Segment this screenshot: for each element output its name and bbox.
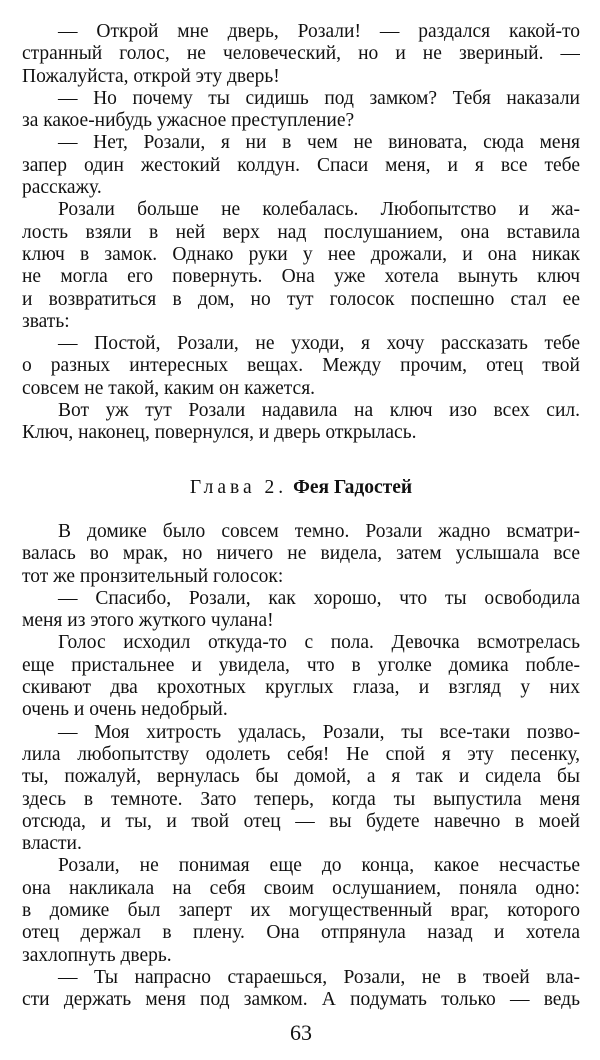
text-line: ты, пожалуй, вернулась бы домой, а я так и сидела бы	[22, 766, 580, 788]
text-line: — Нет, Розали, я ни в чем не виновата, сюда меня	[58, 132, 580, 154]
text-line: — Спасибо, Розали, как хорошо, что ты освободила	[58, 587, 580, 609]
text-line: отец держал в плену. Она отпрянула назад и хотела	[22, 922, 580, 944]
text-line: захлопнуть дверь.	[22, 944, 172, 966]
text-line: власти.	[22, 833, 82, 855]
text-line: — Моя хитрость удалась, Розали, ты все-таки позво-	[58, 721, 580, 743]
text-line: Голос исходил откуда-то с пола. Девочка всмотрелась	[58, 632, 580, 654]
text-line: звать:	[22, 310, 70, 332]
text-line: сти держать меня под замком. А подумать только — ведь	[22, 989, 580, 1011]
text-line: странный голос, не человеческий, но и не звериный. —	[22, 43, 580, 65]
page-number: 63	[290, 1020, 312, 1045]
text-line: запер один жестокий колдун. Спаси меня, и я все тебе	[22, 154, 580, 176]
chapter-title: Фея Гадостей	[293, 477, 413, 498]
text-line: отсюда, и ты, и твой отец — вы будете навечно в моей	[22, 810, 580, 832]
text-line: тот же пронзительный голосок:	[22, 565, 284, 587]
text-line: Вот уж тут Розали надавила на ключ изо всех сил.	[58, 400, 580, 422]
text-line: расскажу.	[22, 177, 102, 199]
text-line: Розали, не понимая еще до конца, какое несчастье	[58, 855, 580, 877]
text-line: совсем не такой, каким он кажется.	[22, 377, 316, 399]
text-line: и возвратиться в дом, но тут голосок поспешно стал ее	[22, 288, 580, 310]
text-section-2	[22, 521, 580, 1012]
text-line: лость взяли в ней верх над послушанием, она вставила	[22, 221, 580, 243]
text-line: Ключ, наконец, повернулся, и дверь открылась.	[22, 422, 417, 444]
text-line: в домике был заперт их могущественный враг, которого	[22, 900, 580, 922]
text-line: лила любопытству одолеть себя! Не спой я эту песенку,	[22, 743, 580, 765]
text-line: еще пристальнее и увидела, что в уголке домика побле-	[22, 654, 580, 676]
text-section-1	[22, 21, 580, 445]
chapter-label: Глава 2.	[189, 477, 288, 498]
text-line: валась во мрак, но ничего не видела, затем услышала все	[22, 543, 580, 565]
text-line: она накликала на себя своим ослушанием, поняла одно:	[22, 877, 580, 899]
chapter-heading	[22, 476, 580, 500]
text-line: ключ в замок. Однако руки у нее дрожали, и она никак	[22, 243, 580, 265]
text-line: скивают два крохотных круглых глаза, и взгляд у них	[22, 677, 580, 699]
text-line: — Ты напрасно стараешься, Розали, не в твоей вла-	[58, 966, 580, 988]
text-line: — Но почему ты сидишь под замком? Тебя наказали	[58, 87, 580, 109]
text-line: Розали больше не колебалась. Любопытство и жа-	[58, 199, 580, 221]
text-line: о разных интересных вещах. Между прочим, отец твой	[22, 355, 580, 377]
text-line: за какое-нибудь ужасное преступление?	[22, 110, 355, 132]
text-line: меня из этого жуткого чулана!	[22, 610, 274, 632]
text-line: В домике было совсем темно. Розали жадно всматри-	[58, 521, 580, 542]
text-line: Пожалуйста, открой эту дверь!	[22, 65, 280, 87]
text-line: здесь в темноте. Зато теперь, когда ты выпустила меня	[22, 788, 580, 810]
text-line: не могла его повернуть. Она уже хотела вынуть ключ	[22, 266, 580, 288]
text-line: — Открой мне дверь, Розали! — раздался какой-то	[58, 21, 580, 42]
text-line: — Постой, Розали, не уходи, я хочу рассказать тебе	[58, 333, 580, 355]
text-line: очень и очень недобрый.	[22, 699, 228, 721]
